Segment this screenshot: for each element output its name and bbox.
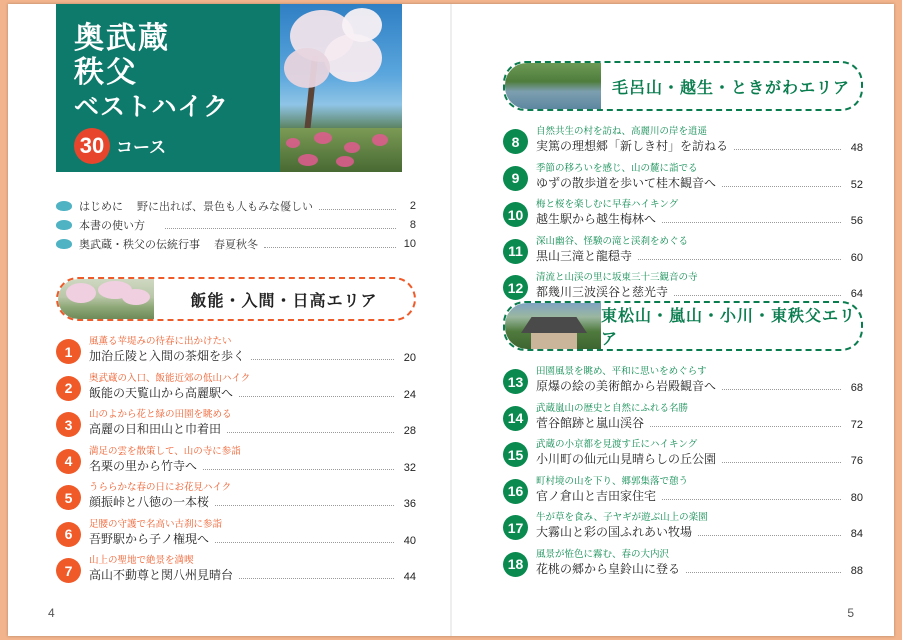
cover-photo [280,4,402,172]
area-photo-hanno [58,279,154,319]
leader-dots [638,249,841,260]
course-row[interactable] [503,437,863,470]
course-lead: 武蔵嵐山の歴史と自然にふれる名勝 [536,402,689,414]
cover-course-word: コース [116,138,167,158]
course-main [536,487,863,504]
leader-dots [722,452,841,463]
course-lead: 風薫る苹堤みの待春に出かけたい [89,336,232,347]
leader-dots [227,422,394,433]
course-title: 官ノ倉山と吉田家住宅 [536,488,657,503]
course-row[interactable] [503,270,863,303]
area-photo-higashimatsuyama [505,303,601,349]
course-list-moroyama [503,124,863,307]
course-row[interactable] [503,234,863,267]
course-page: 80 [850,491,863,504]
front-matter-subtitle: 春夏秋冬 [214,238,258,251]
leader-dots [165,218,396,229]
course-lead: 自然共生の村を訪ね、高麗川の岸を逍遥 [536,126,708,137]
course-number: 1 [56,339,81,364]
front-matter-title: はじめに [79,200,123,213]
course-row[interactable] [56,517,416,550]
course-page: 72 [850,418,863,431]
course-page: 44 [403,571,416,583]
course-title: 吾野駅から子ノ権現へ [89,531,210,546]
course-row[interactable] [56,553,416,586]
course-title: 黒山三滝と龍穏寺 [536,248,633,263]
right-page [451,4,894,636]
leaf-icon [56,220,72,230]
area-heading-label: 東松山・嵐山・小川・東秩父エリア [601,308,857,348]
course-row[interactable] [503,124,863,157]
course-page: 48 [850,142,863,154]
course-lead: 満足の雲を散策して、山の寺に参詣 [89,445,241,457]
page-number-left: 4 [48,606,55,620]
course-lead: 奥武蔵の入口、飯能近郊の低山ハイク [89,372,251,384]
area-heading-moroyama [503,61,863,111]
leader-dots [239,568,394,579]
course-title: 都幾川三波渓谷と慈光寺 [536,285,669,299]
course-main [89,457,416,474]
course-main [536,137,863,154]
course-number: 8 [503,129,528,154]
leader-dots [251,349,394,360]
course-page: 28 [403,425,416,437]
course-row[interactable] [503,510,863,543]
course-page: 24 [403,388,416,401]
course-title: 越生駅から越生梅林へ [536,212,657,226]
leader-dots [650,416,841,427]
course-page: 68 [850,382,863,394]
course-number: 14 [503,406,528,431]
area-photo-moroyama [505,63,601,109]
area-photo-image [58,279,154,319]
page-number-right: 5 [847,606,854,620]
course-lead: 足腰の守護で名高い古刹に参詣 [89,518,223,530]
left-page [8,4,451,636]
area-heading-hanno [56,277,416,321]
course-main [536,523,863,540]
cover-title-line1: 奥武蔵 [74,22,170,55]
course-lead: 梅と桜を楽しむに早春ハイキング [536,199,679,210]
leader-dots [264,237,396,248]
course-row[interactable] [56,407,416,440]
course-page: 40 [403,534,416,547]
course-list-higashimatsuyama [503,364,863,583]
leaf-icon [56,201,72,211]
front-matter-list [56,196,416,253]
leader-dots [686,562,841,573]
course-main [536,377,863,394]
front-matter-row[interactable] [56,234,416,253]
course-lead: 清流と山渓の里に坂東三十三観音の寺 [536,272,698,283]
course-page: 88 [850,564,863,577]
leader-dots [698,525,841,536]
course-number: 3 [56,412,81,437]
course-page: 60 [850,251,863,264]
cover-photo-blossom [342,8,382,42]
course-main [89,384,416,401]
leaf-icon [56,239,72,249]
course-number: 11 [503,239,528,264]
cover-photo-blossom [324,34,382,82]
course-title: 高麗の日和田山と巾着田 [89,422,222,436]
course-row[interactable] [56,480,416,513]
course-main [89,493,416,510]
course-title: 菅谷館跡と嵐山渓谷 [536,415,645,430]
area-photo-image [505,63,601,109]
area-photo-image [505,303,601,349]
course-number: 13 [503,369,528,394]
course-lead: 武蔵の小京都を見渡す丘にハイキング [536,439,698,450]
course-main [536,560,863,577]
course-page: 20 [403,352,416,364]
course-main [89,530,416,547]
cover-course-number: 30 [74,128,110,164]
front-matter-page: 2 [409,199,416,212]
area-heading-higashimatsuyama [503,301,863,351]
cover-title-block [74,22,229,164]
course-lead: 牛が草を食み、子ヤギが遊ぶ山上の楽園 [536,512,708,523]
front-matter-subtitle: 野に出れば、景色も人もみな優しい [137,200,313,213]
course-page: 76 [850,455,863,467]
course-page: 84 [850,528,863,540]
course-number: 17 [503,515,528,540]
front-matter-page: 8 [409,218,416,231]
course-number: 4 [56,449,81,474]
course-main [536,283,863,300]
course-lead: 季節の移ろいを感じ、山の麓に詣でる [536,162,698,174]
course-title: 名栗の里から竹寺へ [89,458,198,473]
course-title: 顔振峠と八徳の一本桜 [89,495,210,509]
course-title: 花桃の郷から皇鈴山に登る [536,561,681,576]
cover-title-line3: ベストハイク [74,93,230,122]
course-lead: 田園風景を眺め、平和に思いをめぐらす [536,366,707,377]
course-number: 12 [503,275,528,300]
cover-title-line2: 秩父 [74,55,138,89]
area-heading-label: 飯能・入間・日高エリア [190,292,378,310]
course-title: 飯能の天覧山から高麗駅へ [89,385,234,400]
course-main [89,347,416,364]
course-row[interactable] [503,401,863,434]
course-lead: 町村境の山を下り、郷郭集落で憩う [536,475,689,487]
leader-dots [215,495,394,506]
course-number: 15 [503,442,528,467]
cover-photo-blossom [284,48,330,88]
front-matter-row[interactable] [56,196,416,215]
course-main [536,174,863,191]
leader-dots [674,285,841,296]
area-heading-label: 毛呂山・越生・ときがわエリア [611,79,850,97]
course-lead: 風景が恠色に霧む、春の大内沢 [536,548,670,560]
course-title: ゆずの散歩道を歩いて桂木観音へ [536,175,717,190]
course-lead: 山上の聖地で絶景を満喫 [89,555,194,566]
course-row[interactable] [503,364,863,397]
course-number: 7 [56,558,81,583]
course-page: 64 [850,288,863,300]
course-main [536,414,863,431]
course-row[interactable] [503,197,863,230]
front-matter-row[interactable] [56,215,416,234]
course-title: 高山不動尊と関八州見晴台 [89,568,234,582]
leader-dots [662,212,841,223]
course-title: 小川町の仙元山見晴らしの丘公園 [536,452,717,466]
course-number: 2 [56,376,81,401]
course-page: 32 [403,461,416,474]
leader-dots [239,386,394,397]
course-number: 16 [503,479,528,504]
leader-dots [734,139,841,150]
course-main [536,210,863,227]
course-title: 加治丘陵と入間の茶畑を歩く [89,349,246,363]
leader-dots [203,459,394,470]
course-lead: 山のよから花と緑の田園を眺める [89,409,232,420]
course-row[interactable] [56,334,416,367]
course-number: 18 [503,552,528,577]
course-main [89,420,416,437]
book-spread [8,4,894,636]
course-number: 6 [56,522,81,547]
front-matter-title: 本書の使い方 [79,219,145,232]
course-lead: 深山幽谷、怪験の滝と渓刹をめぐる [536,235,689,247]
course-row[interactable] [56,371,416,404]
course-main [536,247,863,264]
course-main [89,566,416,583]
course-row[interactable] [503,474,863,507]
leader-dots [319,199,396,210]
course-lead: うららかな春の日にお花見ハイク [89,482,232,493]
course-page: 36 [403,498,416,510]
course-number: 9 [503,166,528,191]
course-title: 原爆の絵の美術館から岩殿観音へ [536,379,717,393]
course-row[interactable] [56,444,416,477]
leader-dots [662,489,841,500]
cover-course-count-row [74,128,229,164]
course-number: 5 [56,485,81,510]
course-title: 実篤の理想郷「新しき村」を訪ねる [536,139,729,153]
course-row[interactable] [503,161,863,194]
course-row[interactable] [503,547,863,580]
front-matter-page: 10 [403,237,416,250]
course-list-hanno [56,334,416,590]
course-page: 56 [850,215,863,227]
leader-dots [722,176,841,187]
course-page: 52 [850,178,863,191]
cover-photo-foreground [280,128,402,172]
course-title: 大霧山と彩の国ふれあい牧場 [536,525,693,539]
leader-dots [722,379,841,390]
course-main [536,450,863,467]
front-matter-title: 奥武蔵・秩父の伝統行事 [79,238,200,251]
course-number: 10 [503,202,528,227]
leader-dots [215,532,394,543]
